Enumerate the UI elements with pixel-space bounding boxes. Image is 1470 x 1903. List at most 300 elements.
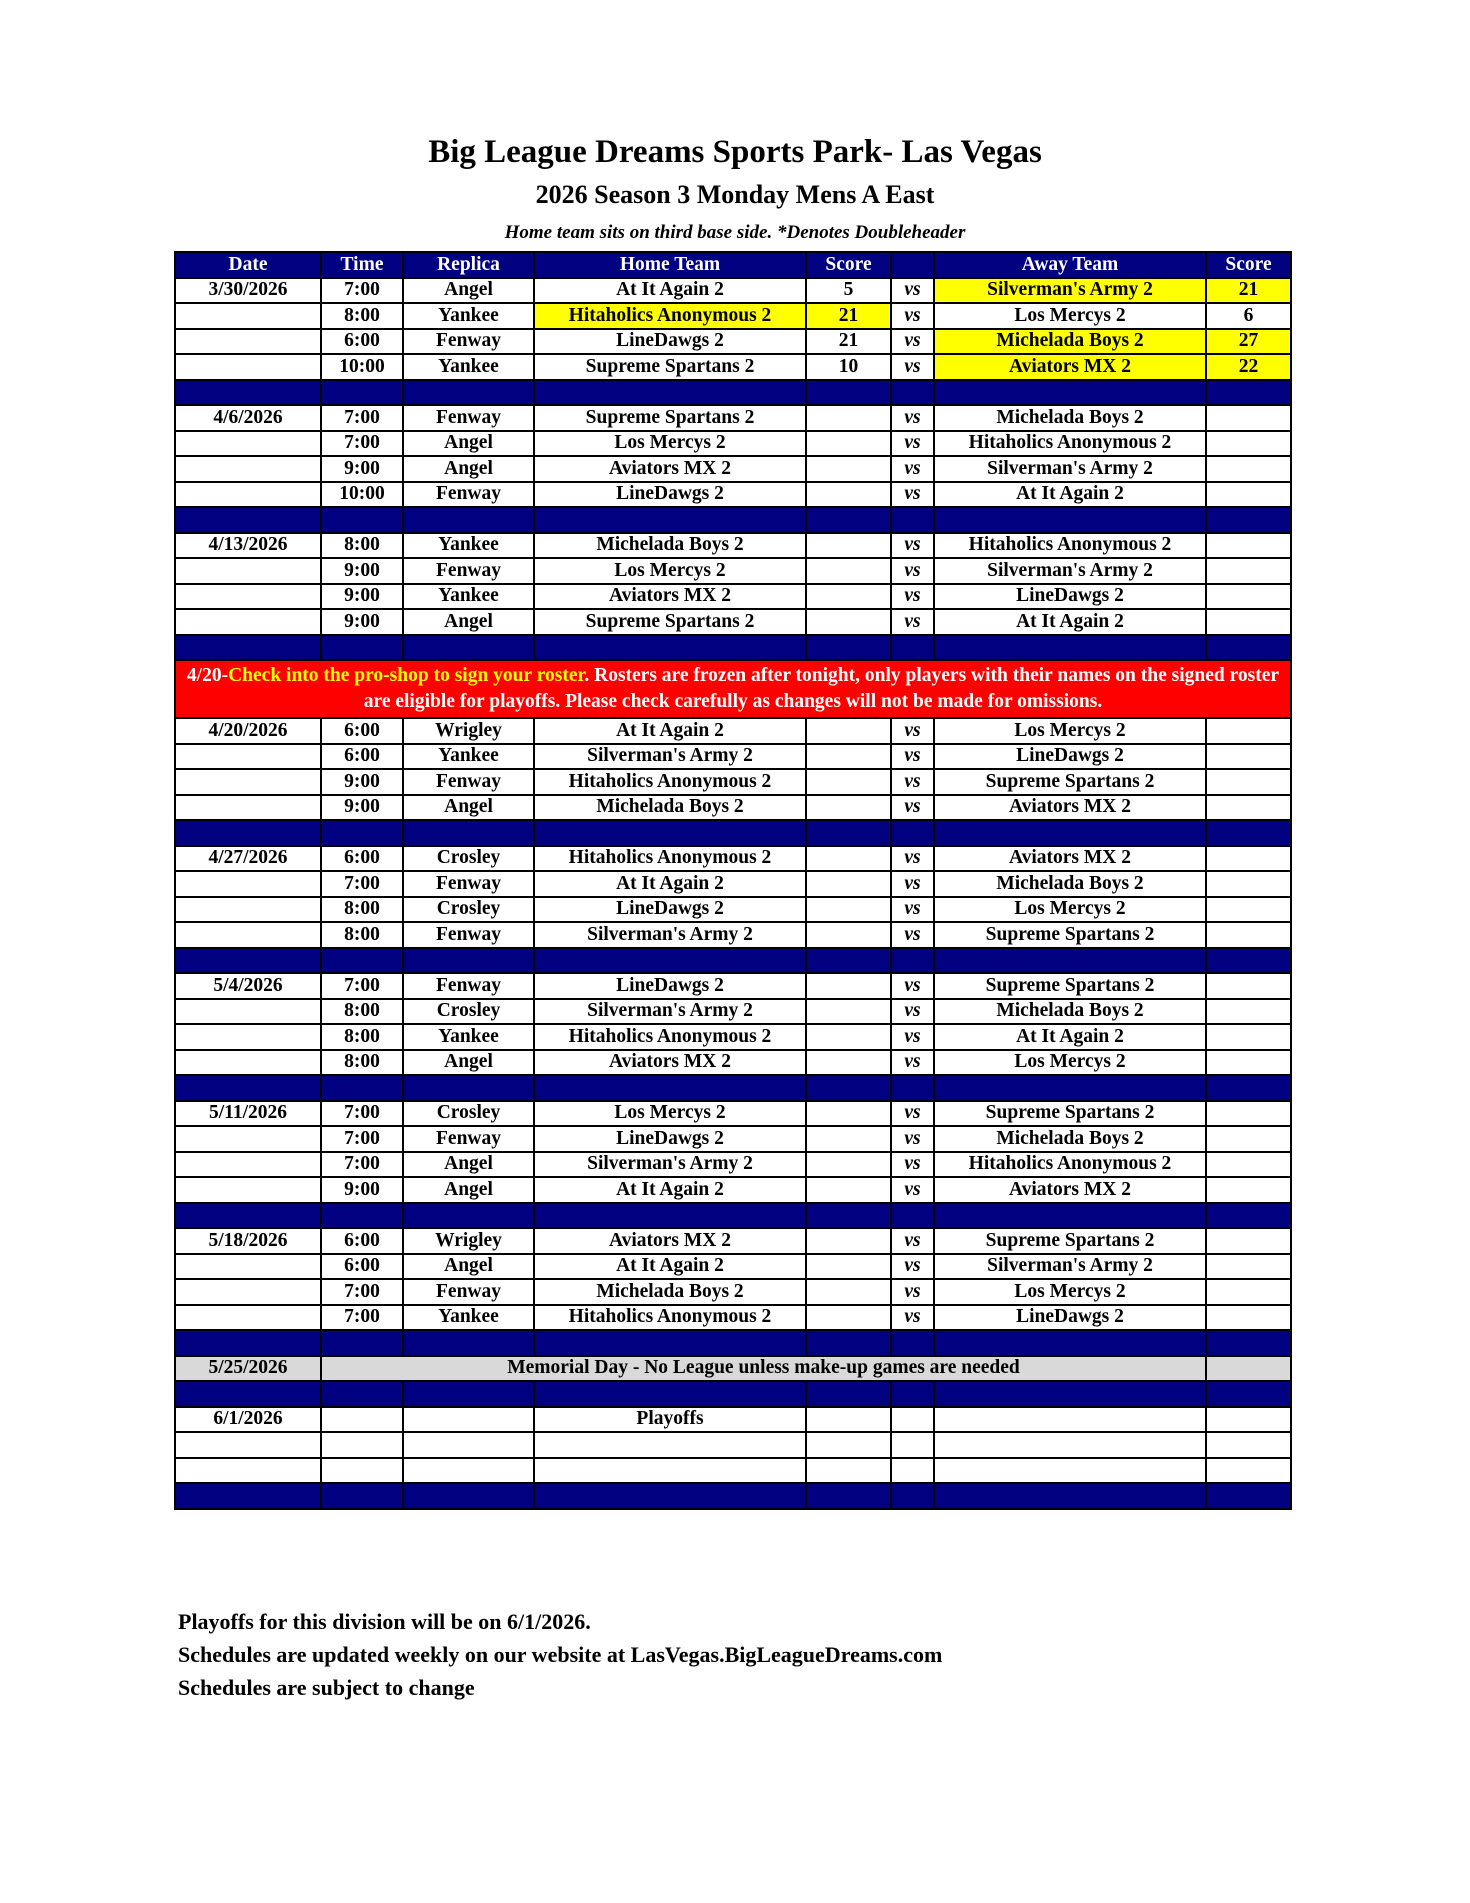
away-score xyxy=(1206,897,1291,923)
home-score xyxy=(806,718,891,744)
separator-cell xyxy=(891,380,934,406)
game-row xyxy=(175,456,1291,482)
separator-cell xyxy=(1206,1075,1291,1101)
separator-cell xyxy=(534,1381,806,1407)
game-time: 7:00 xyxy=(321,1152,403,1178)
game-row xyxy=(175,922,1291,948)
home-team: Silverman's Army 2 xyxy=(534,999,806,1025)
away-score xyxy=(1206,558,1291,584)
separator-cell xyxy=(534,507,806,533)
game-time: 7:00 xyxy=(321,278,403,304)
separator-cell xyxy=(175,380,321,406)
game-date: 4/27/2026 xyxy=(175,846,321,872)
away-team: LineDawgs 2 xyxy=(934,584,1206,610)
separator-cell xyxy=(403,1075,534,1101)
separator-cell xyxy=(534,948,806,974)
separator-cell xyxy=(934,820,1206,846)
game-replica-field: Crosley xyxy=(403,999,534,1025)
home-score xyxy=(806,1279,891,1305)
away-team: Aviators MX 2 xyxy=(934,354,1206,380)
home-team: At It Again 2 xyxy=(534,1177,806,1203)
game-row xyxy=(175,871,1291,897)
home-score xyxy=(806,846,891,872)
away-team: Michelada Boys 2 xyxy=(934,1126,1206,1152)
home-score xyxy=(806,1126,891,1152)
vs-label: vs xyxy=(891,1024,934,1050)
away-score xyxy=(1206,973,1291,999)
blank-cell xyxy=(806,1407,891,1433)
game-replica-field: Fenway xyxy=(403,329,534,355)
vs-label: vs xyxy=(891,278,934,304)
away-team: Aviators MX 2 xyxy=(934,846,1206,872)
away-team: Aviators MX 2 xyxy=(934,1177,1206,1203)
away-score xyxy=(1206,431,1291,457)
away-team: LineDawgs 2 xyxy=(934,1305,1206,1331)
game-time: 7:00 xyxy=(321,973,403,999)
away-team: Hitaholics Anonymous 2 xyxy=(934,533,1206,559)
separator-cell xyxy=(403,948,534,974)
game-replica-field: Yankee xyxy=(403,744,534,770)
home-score: 10 xyxy=(806,354,891,380)
game-time: 9:00 xyxy=(321,1177,403,1203)
separator-cell xyxy=(175,1483,321,1509)
game-time: 10:00 xyxy=(321,482,403,508)
blank-cell xyxy=(1206,1458,1291,1484)
away-score xyxy=(1206,1024,1291,1050)
home-team: Los Mercys 2 xyxy=(534,431,806,457)
footer-website-note: Schedules are updated weekly on our website at LasVegas.BigLeagueDreams.com xyxy=(178,1642,943,1667)
vs-label: vs xyxy=(891,769,934,795)
game-time: 7:00 xyxy=(321,1126,403,1152)
vs-label: vs xyxy=(891,609,934,635)
separator-cell xyxy=(934,380,1206,406)
away-score xyxy=(1206,1126,1291,1152)
separator-cell xyxy=(806,1381,891,1407)
holiday-date: 5/25/2026 xyxy=(175,1356,321,1382)
blank-cell xyxy=(175,1432,321,1458)
blank-row xyxy=(175,1458,1291,1484)
home-team: Hitaholics Anonymous 2 xyxy=(534,1305,806,1331)
home-team: Supreme Spartans 2 xyxy=(534,405,806,431)
separator-cell xyxy=(403,1381,534,1407)
home-score xyxy=(806,533,891,559)
home-score xyxy=(806,973,891,999)
game-date xyxy=(175,609,321,635)
separator-cell xyxy=(403,635,534,661)
separator-cell xyxy=(934,507,1206,533)
separator-cell xyxy=(175,635,321,661)
vs-label: vs xyxy=(891,973,934,999)
away-score xyxy=(1206,718,1291,744)
separator-cell xyxy=(403,1203,534,1229)
week-separator-row xyxy=(175,1075,1291,1101)
separator-cell xyxy=(534,1483,806,1509)
game-replica-field: Fenway xyxy=(403,405,534,431)
away-team: Supreme Spartans 2 xyxy=(934,973,1206,999)
home-team: At It Again 2 xyxy=(534,278,806,304)
separator-cell xyxy=(806,1483,891,1509)
home-score xyxy=(806,1024,891,1050)
game-date xyxy=(175,871,321,897)
separator-cell xyxy=(534,1075,806,1101)
home-team: Aviators MX 2 xyxy=(534,1228,806,1254)
game-row xyxy=(175,1152,1291,1178)
away-score xyxy=(1206,456,1291,482)
game-row xyxy=(175,718,1291,744)
game-replica-field: Yankee xyxy=(403,354,534,380)
game-date xyxy=(175,1254,321,1280)
game-date: 4/20/2026 xyxy=(175,718,321,744)
away-score xyxy=(1206,1279,1291,1305)
home-score xyxy=(806,1228,891,1254)
game-row xyxy=(175,609,1291,635)
game-time: 8:00 xyxy=(321,303,403,329)
separator-cell xyxy=(806,820,891,846)
game-replica-field: Wrigley xyxy=(403,1228,534,1254)
schedule-table xyxy=(174,251,1292,1510)
separator-cell xyxy=(534,820,806,846)
game-row xyxy=(175,1305,1291,1331)
blank-cell xyxy=(934,1432,1206,1458)
week-separator-row xyxy=(175,1203,1291,1229)
home-team: Hitaholics Anonymous 2 xyxy=(534,303,806,329)
vs-label: vs xyxy=(891,1279,934,1305)
blank-cell xyxy=(934,1458,1206,1484)
home-team: Hitaholics Anonymous 2 xyxy=(534,1024,806,1050)
game-row xyxy=(175,482,1291,508)
holiday-row xyxy=(175,1356,1291,1382)
separator-cell xyxy=(175,820,321,846)
separator-cell xyxy=(175,1203,321,1229)
separator-cell xyxy=(321,1330,403,1356)
home-team: Michelada Boys 2 xyxy=(534,795,806,821)
vs-label: vs xyxy=(891,999,934,1025)
game-replica-field: Yankee xyxy=(403,584,534,610)
separator-cell xyxy=(934,948,1206,974)
away-score xyxy=(1206,1177,1291,1203)
vs-label: vs xyxy=(891,718,934,744)
week-separator-row xyxy=(175,948,1291,974)
vs-label: vs xyxy=(891,1228,934,1254)
away-team: Los Mercys 2 xyxy=(934,1279,1206,1305)
game-date xyxy=(175,303,321,329)
separator-cell xyxy=(1206,948,1291,974)
game-time: 7:00 xyxy=(321,405,403,431)
away-team: Los Mercys 2 xyxy=(934,1050,1206,1076)
game-row xyxy=(175,303,1291,329)
vs-label: vs xyxy=(891,1305,934,1331)
separator-cell xyxy=(175,1381,321,1407)
separator-cell xyxy=(1206,507,1291,533)
away-score xyxy=(1206,1305,1291,1331)
vs-label: vs xyxy=(891,1177,934,1203)
game-date xyxy=(175,795,321,821)
game-replica-field: Fenway xyxy=(403,482,534,508)
away-score xyxy=(1206,533,1291,559)
home-team: Silverman's Army 2 xyxy=(534,1152,806,1178)
away-team: At It Again 2 xyxy=(934,609,1206,635)
game-time: 9:00 xyxy=(321,609,403,635)
game-row xyxy=(175,1050,1291,1076)
home-score xyxy=(806,999,891,1025)
away-team: Los Mercys 2 xyxy=(934,718,1206,744)
vs-label: vs xyxy=(891,405,934,431)
game-replica-field: Angel xyxy=(403,1152,534,1178)
vs-label: vs xyxy=(891,871,934,897)
blank-cell xyxy=(321,1432,403,1458)
week-separator-row xyxy=(175,635,1291,661)
separator-cell xyxy=(806,1330,891,1356)
game-row xyxy=(175,354,1291,380)
away-team: LineDawgs 2 xyxy=(934,744,1206,770)
header-date: Date xyxy=(175,252,321,278)
home-score xyxy=(806,1305,891,1331)
blank-cell xyxy=(534,1432,806,1458)
blank-cell xyxy=(403,1407,534,1433)
blank-cell xyxy=(403,1458,534,1484)
game-time: 6:00 xyxy=(321,718,403,744)
away-team: Michelada Boys 2 xyxy=(934,329,1206,355)
game-replica-field: Angel xyxy=(403,795,534,821)
separator-cell xyxy=(806,507,891,533)
away-team: Michelada Boys 2 xyxy=(934,405,1206,431)
home-score xyxy=(806,482,891,508)
vs-label: vs xyxy=(891,897,934,923)
away-score xyxy=(1206,795,1291,821)
separator-cell xyxy=(1206,380,1291,406)
separator-cell xyxy=(321,1381,403,1407)
separator-cell xyxy=(806,1075,891,1101)
home-score xyxy=(806,1050,891,1076)
vs-label: vs xyxy=(891,354,934,380)
home-team: Aviators MX 2 xyxy=(534,1050,806,1076)
away-team: Supreme Spartans 2 xyxy=(934,1101,1206,1127)
vs-label: vs xyxy=(891,1126,934,1152)
game-time: 8:00 xyxy=(321,999,403,1025)
separator-cell xyxy=(175,507,321,533)
week-separator-row xyxy=(175,507,1291,533)
game-replica-field: Angel xyxy=(403,1254,534,1280)
game-date xyxy=(175,1177,321,1203)
game-date xyxy=(175,1024,321,1050)
home-team-note: Home team sits on third base side. *Denotes Doubleheader xyxy=(504,222,966,243)
header-replica: Replica xyxy=(403,252,534,278)
away-score xyxy=(1206,1152,1291,1178)
game-replica-field: Fenway xyxy=(403,1279,534,1305)
separator-cell xyxy=(891,507,934,533)
home-team: Michelada Boys 2 xyxy=(534,533,806,559)
away-score xyxy=(1206,584,1291,610)
home-team: Hitaholics Anonymous 2 xyxy=(534,846,806,872)
game-date xyxy=(175,922,321,948)
header-home-score: Score xyxy=(806,252,891,278)
footer-change-note: Schedules are subject to change xyxy=(178,1675,475,1700)
home-team: Michelada Boys 2 xyxy=(534,1279,806,1305)
separator-cell xyxy=(1206,820,1291,846)
separator-cell xyxy=(806,1203,891,1229)
away-team: At It Again 2 xyxy=(934,1024,1206,1050)
roster-notice-row xyxy=(175,660,1291,718)
separator-cell xyxy=(891,820,934,846)
home-score: 21 xyxy=(806,329,891,355)
separator-cell xyxy=(321,635,403,661)
blank-cell xyxy=(891,1432,934,1458)
home-score: 21 xyxy=(806,303,891,329)
away-team: Silverman's Army 2 xyxy=(934,456,1206,482)
home-team: LineDawgs 2 xyxy=(534,897,806,923)
separator-cell xyxy=(1206,1381,1291,1407)
separator-cell xyxy=(934,1381,1206,1407)
away-team: Michelada Boys 2 xyxy=(934,999,1206,1025)
separator-cell xyxy=(534,1203,806,1229)
blank-cell xyxy=(403,1432,534,1458)
home-score xyxy=(806,609,891,635)
game-replica-field: Fenway xyxy=(403,769,534,795)
separator-cell xyxy=(175,1330,321,1356)
game-time: 8:00 xyxy=(321,1024,403,1050)
vs-label: vs xyxy=(891,584,934,610)
game-replica-field: Yankee xyxy=(403,1305,534,1331)
game-row xyxy=(175,1126,1291,1152)
game-date xyxy=(175,1126,321,1152)
week-separator-row xyxy=(175,1330,1291,1356)
game-replica-field: Yankee xyxy=(403,303,534,329)
away-score xyxy=(1206,846,1291,872)
home-team: At It Again 2 xyxy=(534,871,806,897)
vs-label: vs xyxy=(891,846,934,872)
away-score: 6 xyxy=(1206,303,1291,329)
blank-cell xyxy=(534,1458,806,1484)
home-team: LineDawgs 2 xyxy=(534,482,806,508)
game-replica-field: Crosley xyxy=(403,846,534,872)
header-time: Time xyxy=(321,252,403,278)
blank-cell xyxy=(934,1407,1206,1433)
away-score xyxy=(1206,999,1291,1025)
vs-label: vs xyxy=(891,1050,934,1076)
game-replica-field: Angel xyxy=(403,431,534,457)
separator-cell xyxy=(891,1075,934,1101)
vs-label: vs xyxy=(891,1101,934,1127)
game-row xyxy=(175,999,1291,1025)
game-replica-field: Fenway xyxy=(403,558,534,584)
game-row xyxy=(175,897,1291,923)
away-team: Michelada Boys 2 xyxy=(934,871,1206,897)
home-team: At It Again 2 xyxy=(534,718,806,744)
separator-cell xyxy=(934,1203,1206,1229)
home-team: Silverman's Army 2 xyxy=(534,922,806,948)
away-team: Silverman's Army 2 xyxy=(934,1254,1206,1280)
separator-cell xyxy=(321,948,403,974)
separator-cell xyxy=(175,1075,321,1101)
game-date: 5/11/2026 xyxy=(175,1101,321,1127)
vs-label: vs xyxy=(891,922,934,948)
away-score: 22 xyxy=(1206,354,1291,380)
game-time: 6:00 xyxy=(321,329,403,355)
game-row xyxy=(175,329,1291,355)
header-vs xyxy=(891,252,934,278)
separator-cell xyxy=(891,1483,934,1509)
game-date xyxy=(175,354,321,380)
separator-cell xyxy=(403,380,534,406)
header-away-score: Score xyxy=(1206,252,1291,278)
footer-playoffs-note: Playoffs for this division will be on 6/1/2026. xyxy=(178,1609,591,1634)
away-score xyxy=(1206,922,1291,948)
separator-cell xyxy=(934,1330,1206,1356)
separator-cell xyxy=(1206,1330,1291,1356)
blank-cell xyxy=(175,1458,321,1484)
game-row xyxy=(175,769,1291,795)
game-row xyxy=(175,431,1291,457)
game-replica-field: Crosley xyxy=(403,897,534,923)
vs-label: vs xyxy=(891,744,934,770)
home-team: LineDawgs 2 xyxy=(534,973,806,999)
game-replica-field: Angel xyxy=(403,1177,534,1203)
vs-label: vs xyxy=(891,431,934,457)
game-date xyxy=(175,769,321,795)
game-replica-field: Angel xyxy=(403,456,534,482)
game-row xyxy=(175,1101,1291,1127)
away-team: Aviators MX 2 xyxy=(934,795,1206,821)
game-time: 9:00 xyxy=(321,558,403,584)
page-title: Big League Dreams Sports Park- Las Vegas xyxy=(428,134,1042,170)
home-team: Aviators MX 2 xyxy=(534,584,806,610)
game-replica-field: Angel xyxy=(403,278,534,304)
home-score xyxy=(806,456,891,482)
home-score xyxy=(806,1152,891,1178)
home-team: LineDawgs 2 xyxy=(534,1126,806,1152)
vs-label: vs xyxy=(891,533,934,559)
away-team: Los Mercys 2 xyxy=(934,897,1206,923)
separator-cell xyxy=(321,1075,403,1101)
home-team: Aviators MX 2 xyxy=(534,456,806,482)
game-date xyxy=(175,1305,321,1331)
game-time: 8:00 xyxy=(321,922,403,948)
away-score xyxy=(1206,609,1291,635)
game-date: 5/18/2026 xyxy=(175,1228,321,1254)
blank-cell xyxy=(891,1458,934,1484)
table-header-row xyxy=(175,252,1291,278)
game-time: 7:00 xyxy=(321,431,403,457)
playoffs-date: 6/1/2026 xyxy=(175,1407,321,1433)
header-away-team: Away Team xyxy=(934,252,1206,278)
game-time: 8:00 xyxy=(321,897,403,923)
home-score xyxy=(806,1254,891,1280)
game-replica-field: Yankee xyxy=(403,1024,534,1050)
separator-cell xyxy=(403,1330,534,1356)
game-replica-field: Fenway xyxy=(403,1126,534,1152)
holiday-blank xyxy=(1206,1356,1291,1382)
away-score xyxy=(1206,482,1291,508)
separator-cell xyxy=(403,507,534,533)
away-score xyxy=(1206,1101,1291,1127)
game-row xyxy=(175,795,1291,821)
game-time: 9:00 xyxy=(321,769,403,795)
game-date xyxy=(175,744,321,770)
separator-cell xyxy=(1206,635,1291,661)
separator-cell xyxy=(321,507,403,533)
away-team: Hitaholics Anonymous 2 xyxy=(934,431,1206,457)
game-replica-field: Wrigley xyxy=(403,718,534,744)
away-team: Supreme Spartans 2 xyxy=(934,922,1206,948)
game-time: 6:00 xyxy=(321,744,403,770)
game-date: 5/4/2026 xyxy=(175,973,321,999)
away-team: Supreme Spartans 2 xyxy=(934,1228,1206,1254)
away-team: Silverman's Army 2 xyxy=(934,278,1206,304)
separator-cell xyxy=(891,948,934,974)
notice-highlight: Check into the pro-shop to sign your roster xyxy=(228,665,585,686)
game-date xyxy=(175,1050,321,1076)
page-subtitle: 2026 Season 3 Monday Mens A East xyxy=(535,180,935,209)
